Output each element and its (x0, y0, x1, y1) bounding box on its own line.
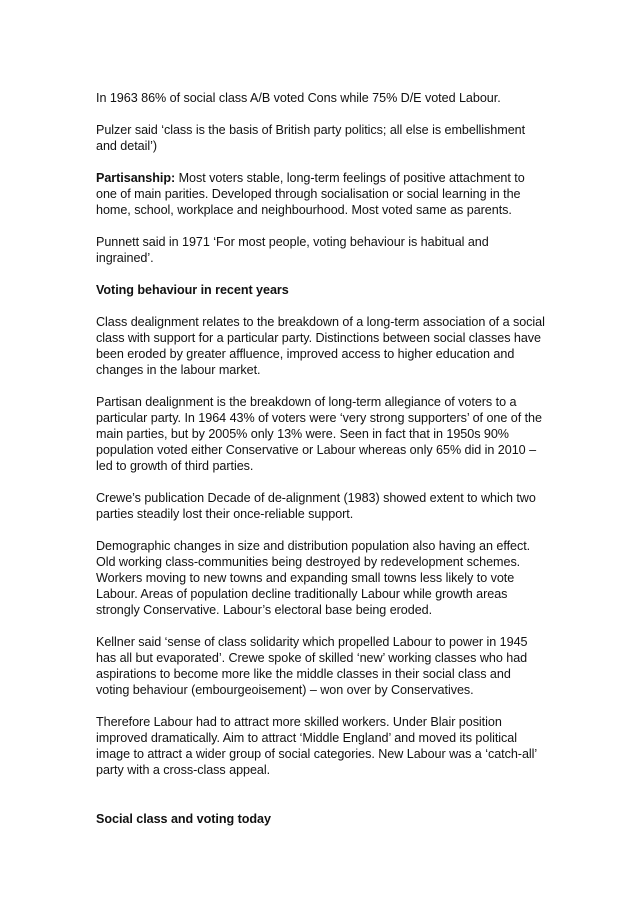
paragraph-class-dealignment: Class dealignment relates to the breakdown of a long-term association of a social class with support for a particular party. Distinctions between social classes have been eroded by greater affluence, improved access to higher education and changes in the labour market. (96, 315, 545, 377)
partisanship-text: Most voters stable, long-term feelings of positive attachment to one of main parities. Developed through socialisation or social learning in the home, school, workplace and neighbourhood. Most voted same as parents. (96, 171, 525, 217)
paragraph-partisan-dealignment: Partisan dealignment is the breakdown of long-term allegiance of voters to a particular party. In 1964 43% of voters were ‘very strong supporters’ of one of the main parties, but by 2005% only 13% were. Seen in fact that in 1950s 90% population voted either Conservative or Labour whereas only 65% did in 2010 – led to growth of third parties. (96, 395, 542, 473)
paragraph-crewe-publication: Crewe’s publication Decade of de-alignment (1983) showed extent to which two parties steadily lost their once-reliable support. (96, 491, 536, 521)
paragraph-class-voting-1963: In 1963 86% of social class A/B voted Cons while 75% D/E voted Labour. (96, 91, 501, 105)
paragraph-demographic-changes: Demographic changes in size and distribution population also having an effect. Old working class-communities being destroyed by redevelopment schemes. Workers moving to new towns and expanding small towns less likely to vote Labour. Areas of population decline traditionally Labour while growth areas strongly Conservative. Labour’s electoral base being eroded. (96, 539, 531, 617)
partisanship-label: Partisanship: (96, 171, 176, 185)
paragraph-punnett-quote: Punnett said in 1971 ‘For most people, voting behaviour is habitual and ingrained’. (96, 235, 489, 265)
paragraph-labour-blair: Therefore Labour had to attract more skilled workers. Under Blair position improved dramatically. Aim to attract ‘Middle England’ and moved its political image to attract a wider group of social categories. New Labour was a ‘catch-all’ party with a cross-class appeal. (96, 715, 537, 777)
heading-voting-behaviour-recent: Voting behaviour in recent years (96, 283, 289, 297)
heading-social-class-today: Social class and voting today (96, 812, 271, 826)
paragraph-pulzer-quote: Pulzer said ‘class is the basis of British party politics; all else is embellishment and detail’) (96, 123, 526, 153)
document-page (96, 90, 546, 843)
paragraph-kellner-quote: Kellner said ‘sense of class solidarity which propelled Labour to power in 1945 has all but evaporated’. Crewe spoke of skilled ‘new’ working classes who had aspirations to become more like the middle classes in their social class and voting behaviour (embourgeoisement) – won over by Conservatives. (96, 635, 528, 697)
paragraph-partisanship (96, 170, 546, 218)
